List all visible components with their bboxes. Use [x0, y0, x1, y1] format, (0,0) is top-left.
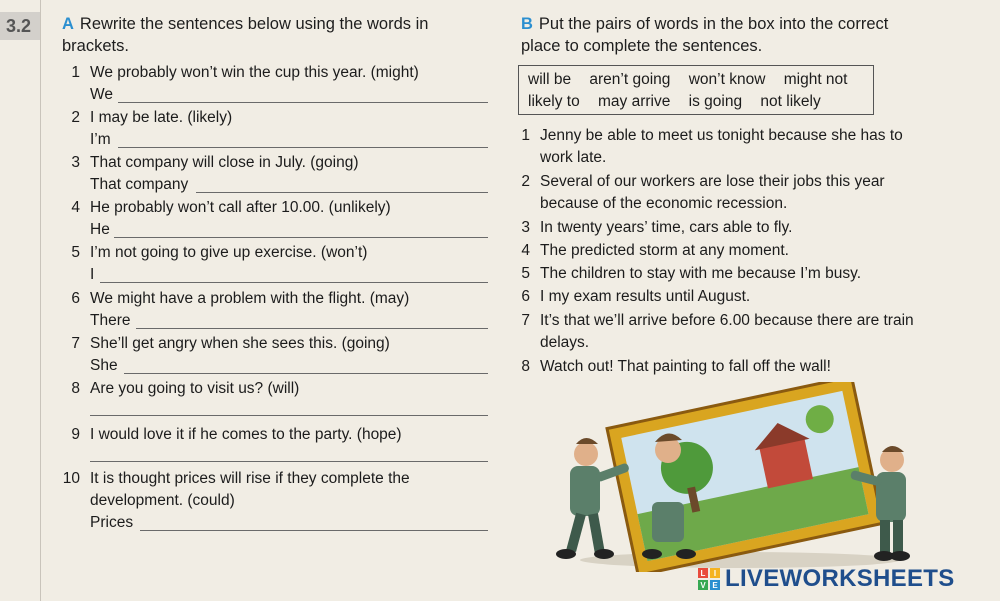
item-number: 4 — [521, 242, 530, 259]
item-number: 1 — [71, 64, 80, 81]
exercise-b-letter: B — [521, 15, 533, 33]
item-text: We probably won’t win the cup this year. (might) — [90, 64, 419, 81]
answer-line-1[interactable] — [118, 102, 488, 103]
logo-wordmark: LIVEWORKSHEETS — [725, 565, 955, 592]
item-text: The predicted storm at any moment. — [540, 242, 789, 259]
logo-tile: E — [710, 580, 720, 590]
item-text: The children to stay with me because I’m busy. — [540, 265, 862, 282]
item-text: I my exam results until August. — [540, 288, 751, 305]
exercise-a-letter: A — [62, 15, 74, 33]
section-number: 3.2 — [0, 12, 40, 40]
item-number: 7 — [71, 335, 80, 352]
item-number: 8 — [71, 380, 80, 397]
item-text: Jenny be able to meet us tonight because she has to — [540, 127, 903, 144]
word-chip[interactable]: will be — [528, 71, 572, 88]
item-text-continued: delays. — [540, 334, 590, 351]
word-chip[interactable]: aren’t going — [589, 71, 671, 88]
exercise-b-heading — [521, 13, 941, 57]
item-text: He probably won’t call after 10.00. (unlikely) — [90, 199, 391, 216]
item-number: 1 — [521, 127, 530, 144]
item-text: In twenty years’ time, cars able to fly. — [540, 219, 793, 236]
answer-prompt-3: That company — [90, 176, 189, 193]
item-number: 7 — [521, 312, 530, 329]
answer-prompt-2: I’m — [90, 131, 111, 148]
item-number: 3 — [521, 219, 530, 236]
logo-tiles — [698, 568, 720, 590]
item-text: Several of our workers are lose their jobs this year — [540, 173, 885, 190]
answer-line-8[interactable] — [90, 415, 488, 416]
item-text-continued: because of the economic recession. — [540, 195, 788, 212]
exercise-a-instruction-2: brackets. — [62, 37, 129, 55]
painting — [607, 382, 883, 572]
item-text: Watch out! That painting to fall off the wall! — [540, 358, 831, 375]
answer-line-3[interactable] — [196, 192, 488, 193]
word-chip[interactable]: not likely — [760, 93, 821, 110]
item-text: I would love it if he comes to the party. (hope) — [90, 426, 402, 443]
word-chip[interactable]: won’t know — [688, 71, 766, 88]
item-number: 2 — [71, 109, 80, 126]
item-text-continued: development. (could) — [90, 492, 235, 509]
logo-tile: I — [710, 568, 720, 578]
item-text: I’m not going to give up exercise. (won’t) — [90, 244, 368, 261]
word-chip[interactable]: is going — [688, 93, 743, 110]
item-number: 3 — [71, 154, 80, 171]
answer-prompt-4: He — [90, 221, 110, 238]
item-text: It is thought prices will rise if they complete the — [90, 470, 410, 487]
item-number: 6 — [71, 290, 80, 307]
exercise-a-heading — [62, 13, 502, 57]
word-chip[interactable]: may arrive — [598, 93, 671, 110]
logo-tile: L — [698, 568, 708, 578]
falling-painting-illustration — [540, 382, 920, 572]
answer-line-10[interactable] — [140, 530, 488, 531]
word-box-row-2 — [528, 93, 835, 111]
item-text: I may be late. (likely) — [90, 109, 233, 126]
item-number: 6 — [521, 288, 530, 305]
word-box-row-1 — [528, 71, 861, 89]
item-text-continued: work late. — [540, 149, 607, 166]
item-number: 10 — [62, 470, 80, 487]
answer-line-6[interactable] — [136, 328, 488, 329]
item-number: 5 — [71, 244, 80, 261]
answer-line-5[interactable] — [100, 282, 488, 283]
answer-line-9[interactable] — [90, 461, 488, 462]
answer-prompt-6: There — [90, 312, 131, 329]
word-chip[interactable]: might not — [783, 71, 848, 88]
word-box — [518, 65, 874, 115]
answer-prompt-5: I — [90, 266, 95, 283]
item-text: It’s that we’ll arrive before 6.00 because there are train — [540, 312, 914, 329]
answer-line-7[interactable] — [124, 373, 488, 374]
answer-prompt-10: Prices — [90, 514, 134, 531]
item-number: 5 — [521, 265, 530, 282]
item-text: That company will close in July. (going) — [90, 154, 359, 171]
answer-line-4[interactable] — [114, 237, 488, 238]
answer-prompt-7: She — [90, 357, 118, 374]
exercise-a-instruction-1: Rewrite the sentences below using the words in — [79, 15, 429, 33]
logo-tile: V — [698, 580, 708, 590]
item-text: Are you going to visit us? (will) — [90, 380, 300, 397]
word-chip[interactable]: likely to — [528, 93, 580, 110]
item-number: 8 — [521, 358, 530, 375]
item-number: 9 — [71, 426, 80, 443]
answer-line-2[interactable] — [118, 147, 488, 148]
exercise-b-instruction-1: Put the pairs of words in the box into the correct — [538, 15, 889, 33]
exercise-b-instruction-2: place to complete the sentences. — [521, 37, 763, 55]
margin-divider — [40, 0, 41, 601]
liveworksheets-logo — [698, 566, 955, 592]
item-text: She’ll get angry when she sees this. (going) — [90, 335, 390, 352]
item-number: 4 — [71, 199, 80, 216]
item-text: We might have a problem with the flight. (may) — [90, 290, 410, 307]
answer-prompt-1: We — [90, 86, 113, 103]
item-number: 2 — [521, 173, 530, 190]
